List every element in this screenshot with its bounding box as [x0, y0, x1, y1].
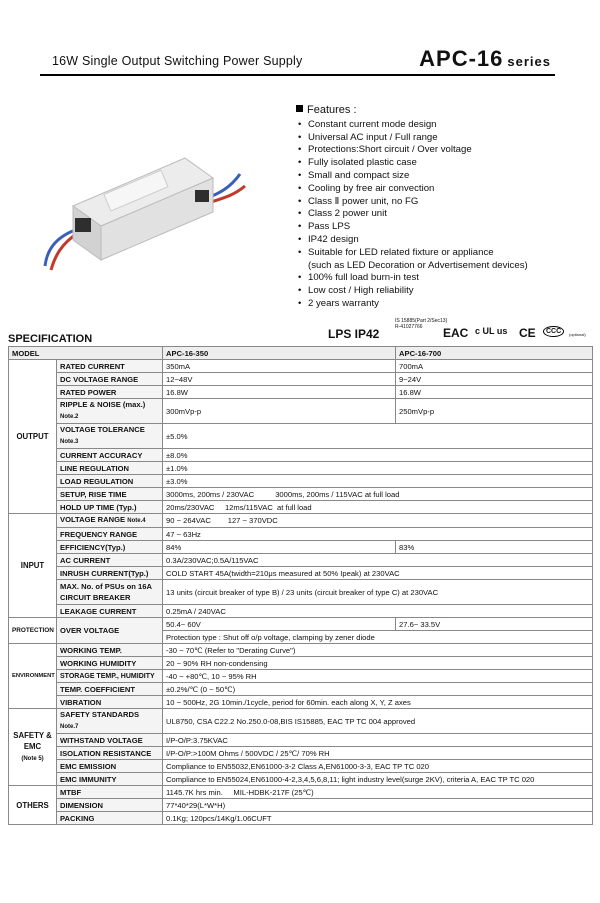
feature-item: • Constant current mode design [296, 119, 576, 132]
spec-note: Note.4 [127, 518, 146, 524]
table-row [9, 773, 593, 786]
spec-value: 16.8W [396, 386, 593, 399]
spec-item-label: SAFETY STANDARDS [60, 710, 140, 719]
spec-item: WORKING HUMIDITY [57, 657, 163, 670]
spec-item: EFFICIENCY(Typ.) [57, 541, 163, 554]
feature-item: • Universal AC input / Full range [296, 132, 576, 145]
table-row [9, 657, 593, 670]
spec-value: Protection type : Shut off o/p voltage, clamping by zener diode [163, 631, 593, 644]
table-row [9, 760, 593, 773]
spec-item: WITHSTAND VOLTAGE [57, 734, 163, 747]
table-row [9, 747, 593, 760]
table-row [9, 554, 593, 567]
table-row [9, 386, 593, 399]
spec-item: EMC EMISSION [57, 760, 163, 773]
spec-value: -40 ~ +80℃, 10 ~ 95% RH [163, 670, 593, 683]
spec-value: 700mA [396, 360, 593, 373]
category-others: OTHERS [9, 786, 57, 825]
spec-item: AC CURRENT [57, 554, 163, 567]
table-row [9, 462, 593, 475]
spec-value: 20 ~ 90% RH non-condensing [163, 657, 593, 670]
ul-icon: c UL us [475, 326, 508, 336]
spec-item: OVER VOLTAGE [57, 618, 163, 644]
spec-value: 16.8W [163, 386, 396, 399]
table-row [9, 618, 593, 631]
bis-standard: IS 15885(Part 2/Sec13) [395, 318, 448, 324]
feature-item: • Protections:Short circuit / Over voltage [296, 144, 576, 157]
spec-item: HOLD UP TIME (Typ.) [57, 501, 163, 514]
bis-mark [395, 318, 447, 330]
feature-item: • IP42 design [296, 234, 576, 247]
feature-item: • 100% full load burn-in test [296, 272, 576, 285]
spec-value: 250mVp-p [396, 399, 593, 424]
spec-value: 3000ms, 200ms / 230VAC 3000ms, 200ms / 115VAC at full load [163, 488, 593, 501]
spec-value: 27.6~ 33.5V [396, 618, 593, 631]
table-row [9, 449, 593, 462]
spec-value: 77*40*29(L*W*H) [163, 799, 593, 812]
feature-item: • Pass LPS [296, 221, 576, 234]
table-row [9, 799, 593, 812]
ce-icon: CE [519, 326, 536, 340]
spec-item: DC VOLTAGE RANGE [57, 373, 163, 386]
category-input: INPUT [9, 514, 57, 618]
spec-value: ±8.0% [163, 449, 593, 462]
spec-item: LINE REGULATION [57, 462, 163, 475]
spec-note: Note.3 [60, 439, 79, 445]
feature-item: • Small and compact size [296, 170, 576, 183]
table-row [9, 399, 593, 424]
table-row [9, 670, 593, 683]
model-title [419, 46, 551, 72]
model-a-header: APC-16-350 [163, 347, 396, 360]
spec-value: 0.3A/230VAC;0.5A/115VAC [163, 554, 593, 567]
spec-value: ±5.0% [163, 424, 593, 449]
spec-value: 12~48V [163, 373, 396, 386]
table-row [9, 786, 593, 799]
feature-item: • Suitable for LED related fixture or appliance (such as LED Decoration or Advertisement devices) [296, 247, 576, 273]
category-safety-note: (Note 5) [21, 755, 44, 762]
spec-item-label: VOLTAGE TOLERANCE [60, 425, 145, 434]
feature-item: • Fully isolated plastic case [296, 157, 576, 170]
spec-item: WORKING TEMP. [57, 644, 163, 657]
spec-note: Note.7 [60, 724, 79, 730]
series-label: series [507, 54, 551, 69]
category-environment: ENVIRONMENT [9, 644, 57, 709]
spec-value: 1145.7K hrs min. MIL-HDBK-217F (25℃) [163, 786, 593, 799]
product-image [35, 138, 250, 288]
table-row [9, 541, 593, 554]
specification-title: SPECIFICATION [8, 333, 93, 345]
spec-value: 84% [163, 541, 396, 554]
category-safety-emc [9, 709, 57, 786]
spec-value: ±1.0% [163, 462, 593, 475]
ccc-icon: CCC [543, 326, 564, 337]
spec-item: TEMP. COEFFICIENT [57, 683, 163, 696]
table-row [9, 605, 593, 618]
spec-value: COLD START 45A(twidth=210μs measured at 50% Ipeak) at 230VAC [163, 567, 593, 580]
spec-value: 47 ~ 63Hz [163, 528, 593, 541]
features-section [296, 104, 576, 311]
table-row [9, 475, 593, 488]
spec-item: LEAKAGE CURRENT [57, 605, 163, 618]
table-row [9, 644, 593, 657]
spec-value: 350mA [163, 360, 396, 373]
model-b-header: APC-16-700 [396, 347, 593, 360]
table-row [9, 812, 593, 825]
spec-item [57, 709, 163, 734]
spec-item: PACKING [57, 812, 163, 825]
spec-value: I/P-O/P:>100M Ohms / 500VDC / 25℃/ 70% RH [163, 747, 593, 760]
certification-marks [325, 318, 595, 346]
table-row [9, 501, 593, 514]
table-row [9, 373, 593, 386]
model-name: APC-16 [419, 46, 504, 71]
table-row [9, 514, 593, 528]
feature-item: • Low cost / High reliability [296, 285, 576, 298]
bis-code: R-41027766 [395, 324, 423, 330]
spec-value: Compliance to EN55024,EN61000-4-2,3,4,5,6,8,11; light industry level(surge 2KV), criteria A, EAC TP TC 020 [163, 773, 593, 786]
model-header-label: MODEL [9, 347, 163, 360]
spec-value: 10 ~ 500Hz, 2G 10min./1cycle, period for 60min. each along X, Y, Z axes [163, 696, 593, 709]
square-bullet-icon [296, 105, 303, 112]
spec-value: 0.25mA / 240VAC [163, 605, 593, 618]
eac-icon: EAC [443, 326, 469, 340]
spec-value: 20ms/230VAC 12ms/115VAC at full load [163, 501, 593, 514]
spec-value: 300mVp-p [163, 399, 396, 424]
spec-item-label: VOLTAGE RANGE [60, 515, 126, 524]
spec-value: -30 ~ 70℃ (Refer to "Derating Curve") [163, 644, 593, 657]
table-row [9, 696, 593, 709]
table-row [9, 567, 593, 580]
spec-value: 83% [396, 541, 593, 554]
spec-value: 0.1Kg; 120pcs/14Kg/1.06CUFT [163, 812, 593, 825]
spec-item-label: RIPPLE & NOISE (max.) [60, 400, 146, 409]
table-row [9, 683, 593, 696]
table-row [9, 528, 593, 541]
spec-value: 50.4~ 60V [163, 618, 396, 631]
table-row [9, 347, 593, 360]
spec-item: VIBRATION [57, 696, 163, 709]
features-list [296, 119, 576, 311]
spec-item: LOAD REGULATION [57, 475, 163, 488]
spec-item: SETUP, RISE TIME [57, 488, 163, 501]
spec-item [57, 399, 163, 424]
category-output: OUTPUT [9, 360, 57, 514]
category-safety-label: SAFETY & EMC [13, 730, 52, 751]
spec-item: MAX. No. of PSUs on 16A CIRCUIT BREAKER [57, 580, 163, 605]
spec-item [57, 424, 163, 449]
spec-item: ISOLATION RESISTANCE [57, 747, 163, 760]
page-header [40, 44, 555, 76]
spec-value: 13 units (circuit breaker of type B) / 23 units (circuit breaker of type C) at 230VAC [163, 580, 593, 605]
features-title-text: Features : [307, 104, 357, 116]
table-row [9, 709, 593, 734]
spec-note: Note.2 [60, 414, 79, 420]
feature-item: • 2 years warranty [296, 298, 576, 311]
optional-note: (optional) [569, 332, 586, 337]
spec-item: EMC IMMUNITY [57, 773, 163, 786]
spec-item: STORAGE TEMP., HUMIDITY [57, 670, 163, 683]
specification-table [8, 346, 593, 825]
table-row [9, 424, 593, 449]
spec-item: MTBF [57, 786, 163, 799]
table-row [9, 580, 593, 605]
lps-ip42-mark: LPS IP42 [328, 327, 380, 341]
spec-value: I/P-O/P:3.75KVAC [163, 734, 593, 747]
spec-value: ±3.0% [163, 475, 593, 488]
product-subtitle: 16W Single Output Switching Power Supply [52, 54, 303, 68]
spec-value: 9~24V [396, 373, 593, 386]
spec-item: RATED CURRENT [57, 360, 163, 373]
spec-item: FREQUENCY RANGE [57, 528, 163, 541]
spec-value: 90 ~ 264VAC 127 ~ 370VDC [163, 514, 593, 528]
feature-item: • Class 2 power unit [296, 208, 576, 221]
spec-item: DIMENSION [57, 799, 163, 812]
table-row [9, 360, 593, 373]
spec-item: CURRENT ACCURACY [57, 449, 163, 462]
spec-item: INRUSH CURRENT(Typ.) [57, 567, 163, 580]
table-row [9, 488, 593, 501]
feature-item: • Cooling by free air convection [296, 183, 576, 196]
spec-item: RATED POWER [57, 386, 163, 399]
feature-item: • Class Ⅱ power unit, no FG [296, 196, 576, 209]
spec-value: Compliance to EN55032,EN61000-3-2 Class A,EN61000-3-3, EAC TP TC 020 [163, 760, 593, 773]
category-protection: PROTECTION [9, 618, 57, 644]
features-title [296, 104, 576, 117]
table-row [9, 734, 593, 747]
spec-value: ±0.2%/℃ (0 ~ 50℃) [163, 683, 593, 696]
spec-item [57, 514, 163, 528]
spec-value: UL8750, CSA C22.2 No.250.0-08,BIS IS15885, EAC TP TC 004 approved [163, 709, 593, 734]
